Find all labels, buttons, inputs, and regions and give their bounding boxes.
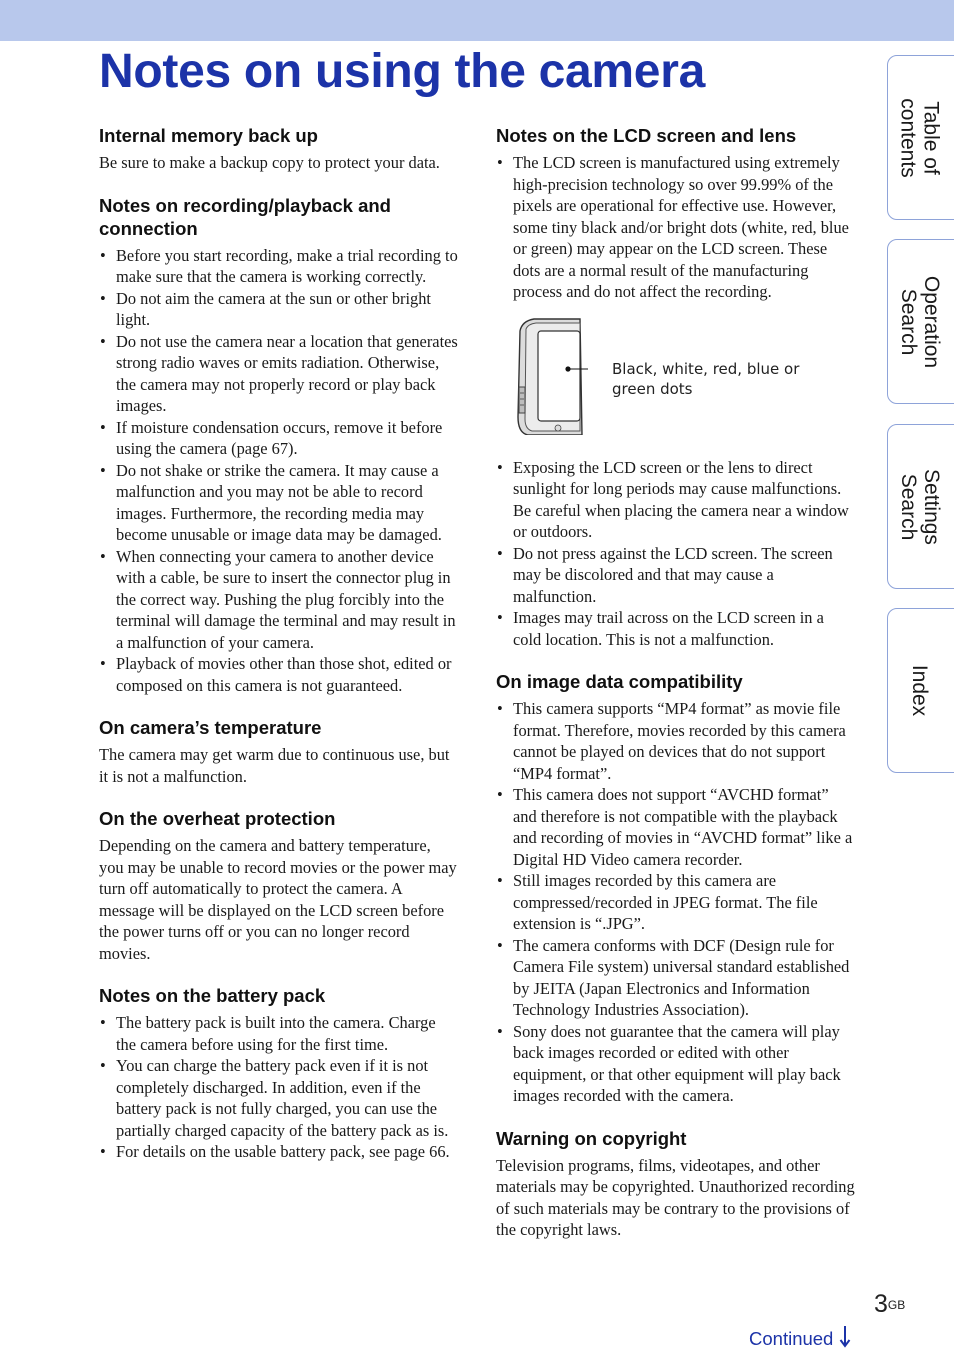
page-number bbox=[874, 1290, 905, 1318]
list-item: • This camera does not support “AVCHD format” and therefore is not compatible with the playback and recording of movies in “AVCHD format” like a Digital HD Video camera recorder. bbox=[496, 784, 856, 870]
continued-label: Continued bbox=[749, 1328, 834, 1349]
tab-operation-search[interactable] bbox=[887, 239, 954, 404]
lcd-list-before bbox=[496, 152, 856, 303]
lcd-list-after bbox=[496, 457, 856, 651]
list-item: • If moisture condensation occurs, remove it before using the camera (page 67). bbox=[99, 417, 459, 460]
battery-heading: Notes on the battery pack bbox=[99, 985, 326, 1006]
copyright-heading: Warning on copyright bbox=[496, 1127, 687, 1149]
recording-heading: Notes on recording/playback and connection bbox=[99, 194, 391, 239]
list-item: • Do not shake or strike the camera. It may cause a malfunction and you may not be able to record images. Furthermore, the recording media may become unusable or image data may be damaged. bbox=[99, 460, 459, 546]
top-band bbox=[0, 0, 954, 41]
page-number-suffix: GB bbox=[887, 1298, 906, 1312]
page-number-value: 3 bbox=[874, 1290, 888, 1318]
tab-label bbox=[897, 275, 943, 367]
list-item: • This camera supports “MP4 format” as movie file format. Therefore, movies recorded by this camera cannot be played on devices that do not support “MP4 format”. bbox=[496, 698, 856, 784]
internal-memory-heading: Internal memory back up bbox=[99, 125, 318, 146]
list-item: • Sony does not guarantee that the camera will play back images recorded or edited with other equipment, or that other equipment will play back images recorded with the camera. bbox=[496, 1021, 856, 1107]
list-item: • Do not press against the LCD screen. The screen may be discolored and that may cause a malfunction. bbox=[496, 543, 856, 608]
down-arrow-icon bbox=[839, 1324, 851, 1354]
compatibility-heading: On image data compatibility bbox=[496, 671, 743, 692]
temperature-heading: On camera’s temperature bbox=[99, 717, 322, 738]
tab-label-line: contents bbox=[896, 97, 920, 178]
list-item: • Do not use the camera near a location that generates strong radio waves or emits radiation. Otherwise, the camera may not properly record or play back images. bbox=[99, 331, 459, 417]
tab-label-line: Settings bbox=[919, 468, 943, 545]
tab-table-of-contents[interactable] bbox=[887, 55, 954, 220]
continued-link[interactable] bbox=[749, 1324, 851, 1354]
recording-list bbox=[99, 245, 459, 697]
tab-label bbox=[909, 665, 932, 716]
camera-lcd-illustration bbox=[516, 317, 588, 435]
overheat-text: Depending on the camera and battery temperature, you may be unable to record movies or the power may turn off automatically to protect the camera. A message will be displayed on the LCD screen before the power turns off or you can no longer record movies. bbox=[99, 836, 457, 963]
tab-label-line: Operation bbox=[920, 275, 944, 368]
overheat-heading: On the overheat protection bbox=[99, 808, 336, 829]
internal-memory-text: Be sure to make a backup copy to protect your data. bbox=[99, 153, 440, 172]
list-item: • Before you start recording, make a trial recording to make sure that the camera is working correctly. bbox=[99, 245, 459, 288]
list-item: • Exposing the LCD screen or the lens to direct sunlight for long periods may cause malfunctions. Be careful when placing the camera near a window or outdoors. bbox=[496, 457, 856, 543]
list-item: • For details on the usable battery pack, see page 66. bbox=[99, 1141, 459, 1163]
list-item: • Playback of movies other than those shot, edited or composed on this camera is not guaranteed. bbox=[99, 653, 459, 696]
lcd-figure bbox=[496, 317, 856, 451]
tab-label-line: Table of bbox=[919, 100, 943, 175]
battery-list bbox=[99, 1012, 459, 1163]
tab-label bbox=[897, 469, 943, 545]
copyright-text: Television programs, films, videotapes, and other materials may be copyrighted. Unauthorized recording of such materials may be contrary to the provisions of the copyright laws. bbox=[496, 1155, 855, 1239]
list-item: • The battery pack is built into the camera. Charge the camera before using for the first time. bbox=[99, 1012, 459, 1055]
left-column bbox=[99, 122, 459, 1163]
temperature-text: The camera may get warm due to continuous use, but it is not a malfunction. bbox=[99, 745, 450, 786]
page-title: Notes on using the camera bbox=[99, 45, 705, 98]
list-item: • The LCD screen is manufactured using extremely high-precision technology so over 99.99% of the pixels are operational for effective use. However, some tiny black and/or bright dots (white, red, blue or green) may appear on the LCD screen. These dots are a normal result of the manufacturing process and do not affect the recording. bbox=[496, 152, 856, 303]
tab-label bbox=[897, 98, 943, 177]
right-column bbox=[496, 122, 856, 1241]
tab-index[interactable] bbox=[887, 608, 954, 773]
tab-label-line: Search bbox=[897, 288, 921, 355]
lcd-heading: Notes on the LCD screen and lens bbox=[496, 125, 797, 146]
list-item: • Do not aim the camera at the sun or other bright light. bbox=[99, 288, 459, 331]
tab-settings-search[interactable] bbox=[887, 424, 954, 589]
tab-label-line: Index bbox=[908, 664, 932, 717]
list-item: • The camera conforms with DCF (Design rule for Camera File system) universal standard established by JEITA (Japan Electronics and Information Technology Industries Association). bbox=[496, 935, 856, 1021]
compatibility-list bbox=[496, 698, 856, 1107]
list-item: • Still images recorded by this camera are compressed/recorded in JPEG format. The file extension is “.JPG”. bbox=[496, 870, 856, 935]
list-item: • Images may trail across on the LCD screen in a cold location. This is not a malfunction. bbox=[496, 607, 856, 650]
list-item: • When connecting your camera to another device with a cable, be sure to insert the connector plug in the correct way. Pushing the plug forcibly into the terminal will damage the terminal and may result in a malfunction of your camera. bbox=[99, 546, 459, 654]
tab-label-line: Search bbox=[896, 473, 920, 540]
list-item: • You can charge the battery pack even if it is not completely discharged. In addition, even if the battery pack is not fully charged, you can use the partially charged capacity of the battery pack as is. bbox=[99, 1055, 459, 1141]
lcd-callout: Black, white, red, blue or green dots bbox=[612, 359, 800, 398]
